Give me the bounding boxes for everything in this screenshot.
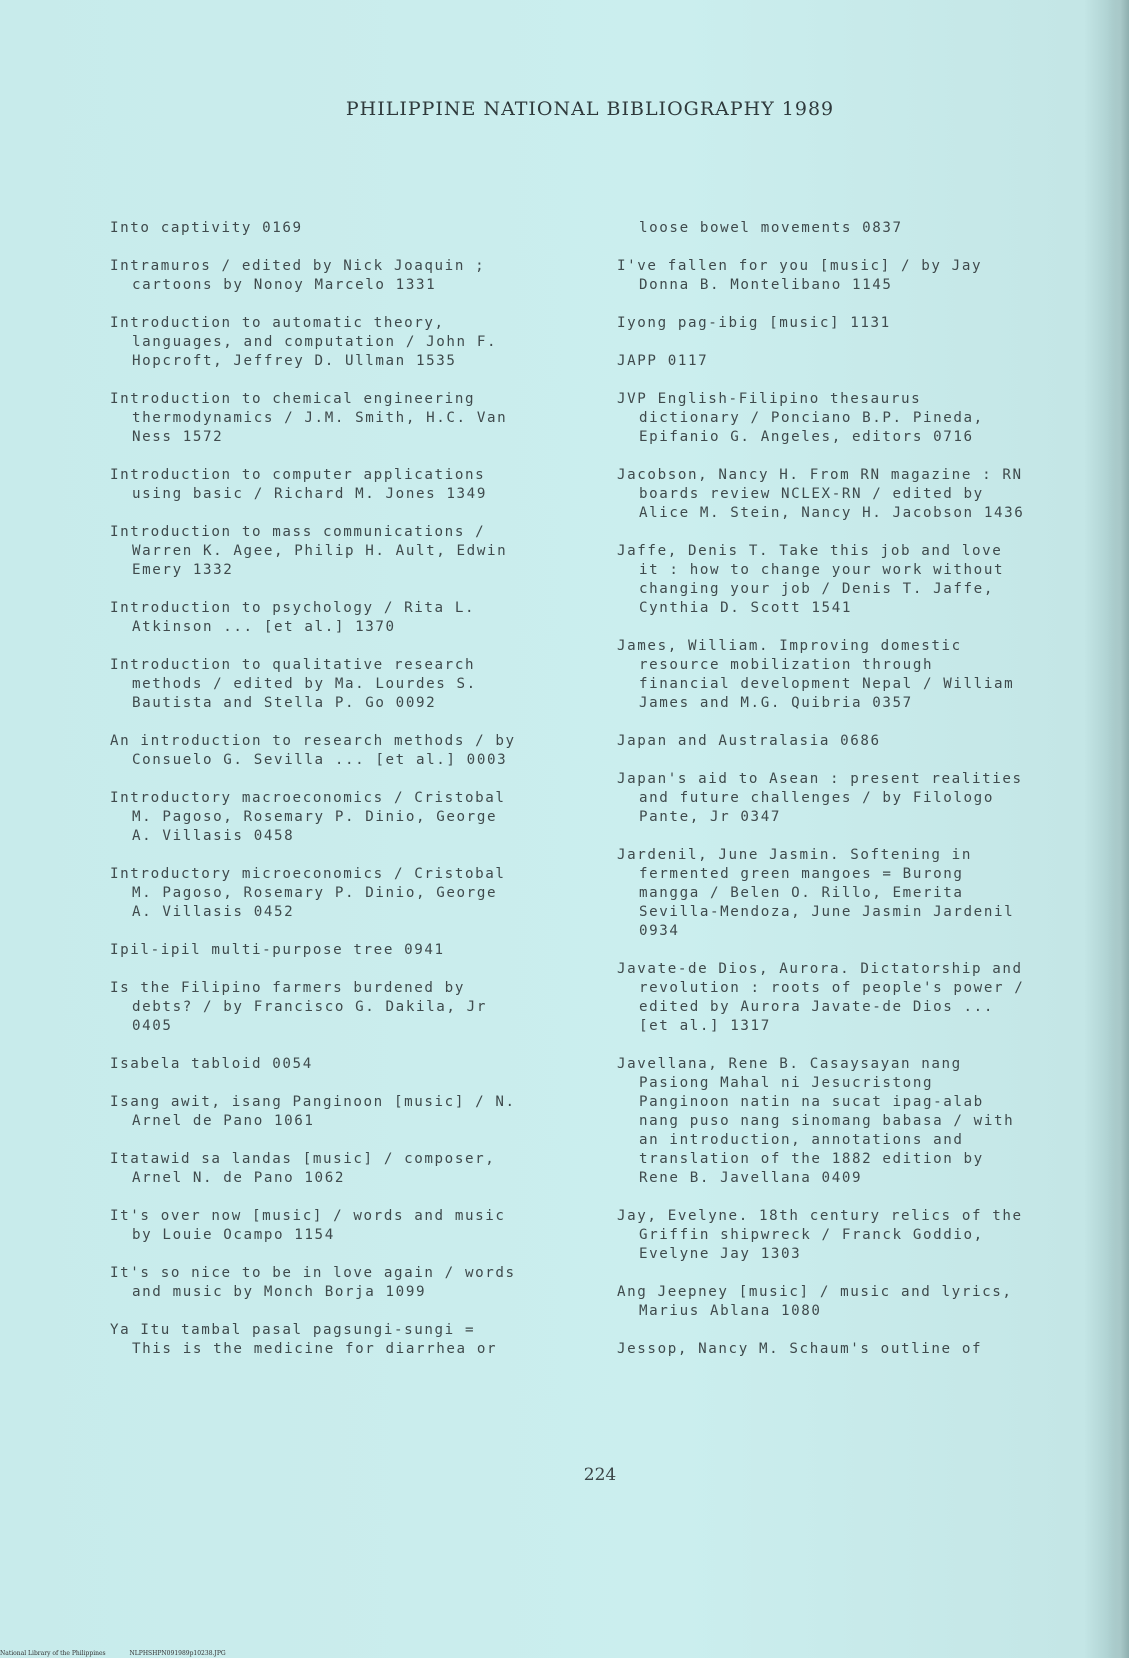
left-column <box>110 219 580 1378</box>
bibliography-entry: Jessop, Nancy M. Schaum's outline of <box>617 1341 983 1357</box>
right-column <box>617 219 1087 1378</box>
bibliography-entry: Jacobson, Nancy H. From RN magazine : RN boards review NCLEX-RN / edited by Alice M. Stein, Nancy H. Jacobson 1436 <box>617 467 1025 521</box>
bibliography-entry: JVP English-Filipino thesaurus dictionary / Ponciano B.P. Pineda, Epifanio G. Angeles, editors 0716 <box>617 391 984 445</box>
bibliography-entry: Ipil-ipil multi-purpose tree 0941 <box>110 942 445 958</box>
footer-file-name: NLPHSHPN091989p10238.JPG <box>129 1650 226 1657</box>
bibliography-entry: Isang awit, isang Panginoon [music] / N. Arnel de Pano 1061 <box>110 1094 516 1129</box>
page-title: PHILIPPINE NATIONAL BIBLIOGRAPHY 1989 <box>345 98 835 120</box>
bibliography-entry: Javellana, Rene B. Casaysayan nang Pasiong Mahal ni Jesucristong Panginoon natin na sucat ipag-alab nang puso nang sinomang babasa / with an introduction, annotations and translation of the 1882 edition by Rene B. Javellana 0409 <box>617 1056 1015 1186</box>
bibliography-entry: Iyong pag-ibig [music] 1131 <box>617 315 891 331</box>
bibliography-entry: Itatawid sa landas [music] / composer, Arnel N. de Pano 1062 <box>110 1151 496 1186</box>
bibliography-entry: loose bowel movements 0837 <box>639 220 903 236</box>
bibliography-entry: Japan's aid to Asean : present realities and future challenges / by Filologo Pante, Jr 0347 <box>617 771 1023 825</box>
bibliography-entry: Intramuros / edited by Nick Joaquin ; cartoons by Nonoy Marcelo 1331 <box>110 258 486 293</box>
bibliography-entry: JAPP 0117 <box>617 353 709 369</box>
bibliography-entry: Introduction to automatic theory, languages, and computation / John F. Hopcroft, Jeffrey D. Ullman 1535 <box>110 315 498 369</box>
footer-library: National Library of the Philippines <box>0 1650 106 1657</box>
bibliography-entry: Introduction to chemical engineering thermodynamics / J.M. Smith, H.C. Van Ness 1572 <box>110 391 508 445</box>
bibliography-entry: It's so nice to be in love again / words and music by Monch Borja 1099 <box>110 1265 516 1300</box>
bibliography-entry: I've fallen for you [music] / by Jay Donna B. Montelibano 1145 <box>617 258 983 293</box>
bibliography-entry: An introduction to research methods / by Consuelo G. Sevilla ... [et al.] 0003 <box>110 733 516 768</box>
bibliography-entry: Ya Itu tambal pasal pagsungi-sungi = This is the medicine for diarrhea or <box>110 1322 498 1357</box>
bibliography-entry: James, William. Improving domestic resource mobilization through financial development Nepal / William James and M.G. Quibria 0357 <box>617 638 1015 711</box>
bibliography-entry: Introductory macroeconomics / Cristobal M. Pagoso, Rosemary P. Dinio, George A. Villasis 0458 <box>110 790 506 844</box>
bibliography-entry: Is the Filipino farmers burdened by debts? / by Francisco G. Dakila, Jr 0405 <box>110 980 487 1034</box>
bibliography-entry: Introduction to mass communications / Warren K. Agee, Philip H. Ault, Edwin Emery 1332 <box>110 524 508 578</box>
page-number: 224 <box>583 1465 617 1485</box>
bibliography-entry: Jaffe, Denis T. Take this job and love it : how to change your work without changing your job / Denis T. Jaffe, Cynthia D. Scott 1541 <box>617 543 1005 616</box>
bibliography-entry: Introduction to psychology / Rita L. Atkinson ... [et al.] 1370 <box>110 600 476 635</box>
bibliography-entry: Into captivity 0169 <box>110 220 303 236</box>
bibliography-entry: Jay, Evelyne. 18th century relics of the Griffin shipwreck / Franck Goddio, Evelyne Jay 1303 <box>617 1208 1023 1262</box>
bibliography-entry: It's over now [music] / words and music by Louie Ocampo 1154 <box>110 1208 506 1243</box>
bibliography-entry: Isabela tabloid 0054 <box>110 1056 313 1072</box>
bibliography-entry: Introduction to qualitative research methods / edited by Ma. Lourdes S. Bautista and Stella P. Go 0092 <box>110 657 477 711</box>
bibliography-entry: Japan and Australasia 0686 <box>617 733 881 749</box>
scan-footer <box>0 1650 248 1657</box>
bibliography-entry: Ang Jeepney [music] / music and lyrics, Marius Ablana 1080 <box>617 1284 1013 1319</box>
page-edge-shadow <box>1107 0 1129 1658</box>
bibliography-entry: Javate-de Dios, Aurora. Dictatorship and revolution : roots of people's power / edited by Aurora Javate-de Dios ... [et al.] 1317 <box>617 961 1025 1034</box>
bibliography-entry: Introductory microeconomics / Cristobal M. Pagoso, Rosemary P. Dinio, George A. Villasis 0452 <box>110 866 506 920</box>
bibliography-entry: Introduction to computer applications using basic / Richard M. Jones 1349 <box>110 467 487 502</box>
bibliography-entry: Jardenil, June Jasmin. Softening in fermented green mangoes = Burong mangga / Belen O. Rillo, Emerita Sevilla-Mendoza, June Jasmin Jardenil 0934 <box>617 847 1015 939</box>
